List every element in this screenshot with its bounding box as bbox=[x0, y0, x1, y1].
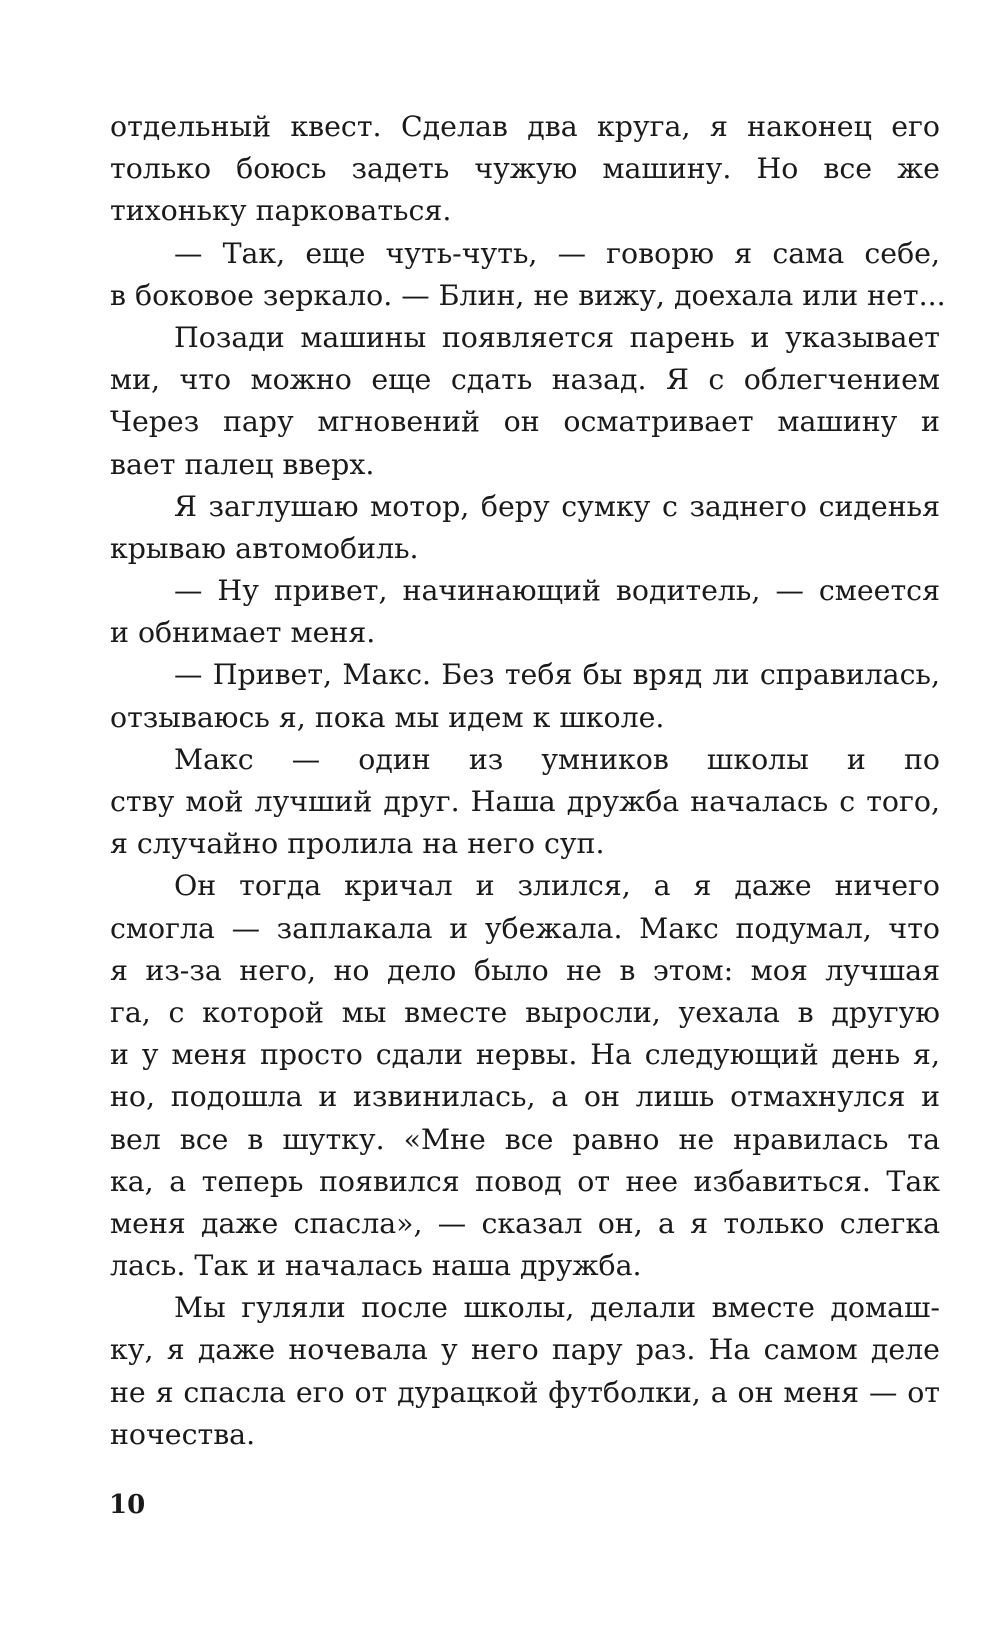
text-line: Макс — один из умников школы и по bbox=[174, 742, 940, 776]
text-line: в боковое зеркало. — Блин, не вижу, доехала или нет... bbox=[110, 278, 946, 312]
text-line: — Ну привет, начинающий водитель, — смеется bbox=[174, 574, 940, 608]
text-line: ку, я даже ночевала у него пару раз. На самом деле bbox=[110, 1333, 940, 1367]
text-line: ночества. bbox=[110, 1417, 256, 1451]
text-line: Я заглушаю мотор, беру сумку с заднего сиденья bbox=[174, 489, 940, 523]
text-line: отдельный квест. Сделав два круга, я наконец его bbox=[110, 110, 940, 143]
text-line: — Так, еще чуть-чуть, — говорю я сама себе, bbox=[174, 236, 940, 270]
body-text bbox=[110, 106, 946, 1456]
text-line: тихоньку парковаться. bbox=[110, 194, 452, 228]
text-line: га, с которой мы вместе выросли, уехала в другую bbox=[110, 995, 940, 1029]
text-line: отзываюсь я, пока мы идем к школе. bbox=[110, 700, 665, 734]
text-line: Мы гуляли после школы, делали вместе домаш- bbox=[174, 1291, 940, 1325]
text-line: — Привет, Макс. Без тебя бы вряд ли справилась, bbox=[174, 658, 940, 692]
text-line: Позади машины появляется парень и указывает bbox=[174, 320, 940, 354]
text-line: ми, что можно еще сдать назад. Я с облегчением bbox=[110, 363, 940, 397]
text-line: Он тогда кричал и злился, а я даже ничего bbox=[174, 869, 940, 903]
text-line: но, подошла и извинилась, а он лишь отмахнулся и bbox=[110, 1080, 940, 1114]
text-line: не я спасла его от дурацкой футболки, а он меня — от bbox=[110, 1375, 940, 1409]
page-number: 10 bbox=[109, 1490, 146, 1520]
text-line: крываю автомобиль. bbox=[110, 531, 419, 565]
text-line: ка, а теперь появился повод от нее избавиться. Так bbox=[110, 1164, 940, 1198]
text-line: вел все в шутку. «Мне все равно не нравилась та bbox=[110, 1122, 940, 1156]
text-line: меня даже спасла», — сказал он, а я только слегка bbox=[110, 1206, 940, 1240]
text-line: вает палец вверх. bbox=[110, 447, 375, 481]
text-line: и обнимает меня. bbox=[110, 616, 376, 650]
text-line: смогла — заплакала и убежала. Макс подумал, что bbox=[110, 911, 940, 945]
text-line: я случайно пролила на него суп. bbox=[110, 827, 605, 861]
text-line: ству мой лучший друг. Наша дружба началась с того, bbox=[110, 785, 940, 818]
text-line: только боюсь задеть чужую машину. Но все же bbox=[110, 152, 940, 186]
text-line: Через пару мгновений он осматривает машину и bbox=[110, 405, 940, 439]
text-line: я из-за него, но дело было не в этом: моя лучшая bbox=[110, 953, 940, 987]
text-line: и у меня просто сдали нервы. На следующий день я, bbox=[110, 1038, 940, 1072]
text-line: лась. Так и началась наша дружба. bbox=[110, 1249, 642, 1283]
